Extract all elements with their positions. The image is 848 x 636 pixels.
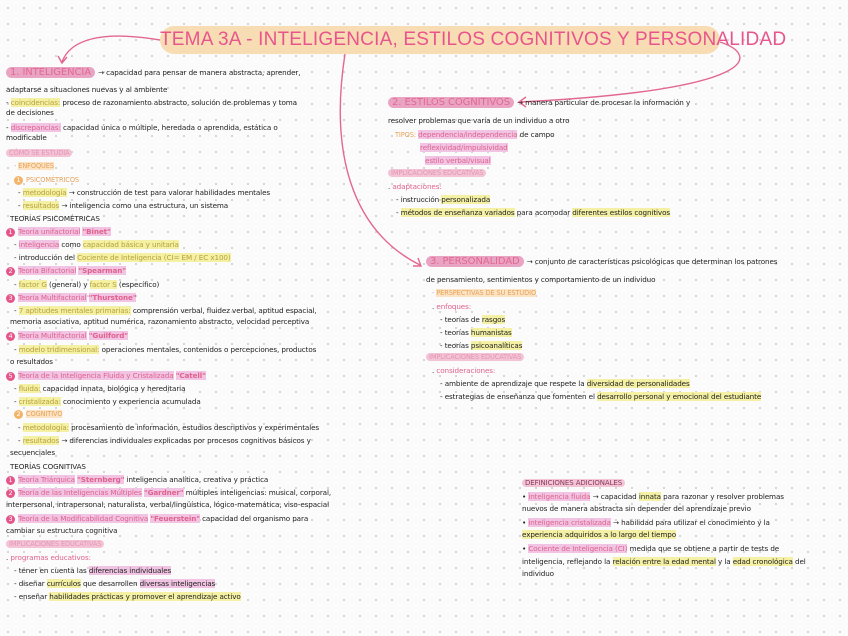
t4-val: operaciones mentales, contenidos o percepciones, productos — [101, 345, 317, 354]
discrepancias-key: discrepancias: — [10, 123, 61, 132]
adaptaciones: . adaptaciones: — [388, 182, 442, 191]
def-3-c: individuo — [522, 569, 554, 578]
d1a: → capacidad — [592, 492, 637, 501]
coincidencias-key: coincidencias: — [10, 98, 61, 107]
theory-2-name: Teoría Bifactorial — [18, 266, 77, 275]
tipo1: dependencia/independencia — [418, 130, 518, 139]
t2-factor-g: factor G — [18, 280, 47, 289]
theory-5-name: Teoría de la Inteligencia Fluida y Cristalizada — [18, 371, 174, 380]
e3b: psicoanalíticas — [470, 341, 523, 350]
t3-key: 7 aptitudes mentales primarias: — [18, 306, 131, 315]
pc2b: desarrollo personal y emocional del estudiante — [597, 392, 762, 401]
theory-2-author: "Spearman" — [78, 266, 126, 275]
pc1: ambiente de aprendizaje que respete la — [444, 379, 585, 388]
section-number: 1 — [10, 67, 17, 78]
c2-author: "Gardner" — [143, 488, 184, 497]
a2: métodos de enseñanza variados — [400, 208, 515, 217]
p2-d: diversas inteligencias — [139, 579, 216, 588]
impl-educativas-2-label — [388, 169, 486, 178]
def-1-b: nuevos de manera abstracta sin depender del aprendizaje previo — [522, 504, 751, 513]
def-2-b — [522, 530, 676, 539]
t4-key: modelo tridimensional: — [18, 345, 100, 354]
resultados-key: resultados — [22, 201, 60, 210]
adapt-item-1: - instrucción personalizada — [396, 195, 491, 204]
inteligencia-definition: → capacidad para pensar de manera abstracta, aprender, — [98, 68, 301, 77]
def-1: • inteligencia fluida → capacidad innata para razonar y resolver problemas — [522, 492, 784, 501]
impl-1-text: IMPLICACIONES EDUCATIVAS — [6, 540, 104, 548]
consideraciones: . consideraciones: — [432, 366, 496, 375]
como-se-estudia-text: CÓMO SE ESTUDIA — [6, 149, 72, 157]
t1-a-mid: como — [61, 240, 81, 249]
theory-3-point: - 7 aptitudes mentales primarias: comprensión verbal, fluidez verbal, aptitud espacial, — [14, 306, 317, 315]
pc1b: diversidad de personalidades — [586, 379, 690, 388]
section-estilos-title: ESTILOS COGNITIVOS — [404, 97, 510, 108]
estilos-tipo-1 — [395, 130, 554, 140]
c1-name: Teoría Triárquica — [18, 475, 75, 484]
theory-1-author: "Binet" — [82, 227, 111, 236]
theory-5-author: "Catell" — [175, 371, 206, 380]
cog-theory-1: 1 Teoría Triárquica "Sternberg" inteligencia analítica, creativa y práctica — [6, 475, 268, 485]
theory-2-point: - factor G (general) y factor S (específico) — [14, 280, 160, 289]
d1k: inteligencia fluida — [528, 492, 591, 501]
d3a: medida que se obtiene a partir de tests de — [629, 544, 780, 553]
estilos-tipo-3 — [425, 156, 491, 165]
theory-5-fluida: - fluida: capacidad innata, biológica y hereditaria — [14, 384, 186, 393]
t1-b-val: Cociente de Inteligencia (CI= EM / EC x100) — [77, 253, 231, 262]
enfoque-2: - teorías humanistas — [440, 328, 512, 337]
cons-item-1: - ambiente de aprendizaje que respete la diversidad de personalidades — [440, 379, 690, 388]
tipos-label: TIPOS: — [395, 131, 416, 139]
metodologia-line: - metodología → construcción de test para valorar habilidades mentales — [18, 188, 271, 197]
cog-resultados: - resultados → diferencias individuales explicadas por procesos cognitivos básicos y — [18, 436, 311, 445]
theory-4: 4 Teoría Multifactorial "Guilford" — [6, 331, 128, 341]
cog-theory-3-b: cambiar su estructura cognitiva — [6, 526, 118, 535]
p3-a: enseñar — [18, 592, 48, 601]
t2-especifico: (específico) — [118, 280, 160, 289]
theory-5-cristalizada: - cristalizada: conocimiento y experiencia acumulada — [14, 397, 201, 406]
p1-b: diferencias individuales — [88, 566, 172, 575]
d3f: del — [795, 557, 806, 566]
enfoques-personalidad: . enfoques: — [432, 302, 472, 311]
enfoques-label: - ENFOQUES — [14, 162, 54, 170]
d1c: para razonar y resolver problemas — [663, 492, 784, 501]
impl-educativas-3-label — [426, 353, 524, 362]
t1-a-key: inteligencia — [18, 240, 60, 249]
theory-3-author: "Thurstone" — [88, 293, 137, 302]
prog-item-3: - enseñar habilidades prácticas y promover el aprendizaje activo — [14, 592, 241, 601]
d1b: innata — [638, 492, 661, 501]
d3b: inteligencia, reflejando la — [522, 557, 611, 566]
estilos-definition-2: resolver problemas que varía de un individuo a otro — [388, 116, 570, 125]
prog-item-1: - tener en cuenta las diferencias individuales — [14, 566, 172, 575]
cognitivo-text: COGNITIVO — [26, 410, 63, 418]
def-2: • inteligencia cristalizada → habilidad para utilizar el conocimiento y la — [522, 518, 770, 527]
tipo1b: de campo — [519, 130, 555, 139]
t3-val: comprensión verbal, fluidez verbal, aptitud espacial, — [132, 306, 317, 315]
personalidad-definition-2: de pensamiento, sentimientos y comportamiento de un individuo — [426, 275, 656, 284]
pc2: estrategias de enseñanza que fomenten el — [444, 392, 595, 401]
e3: teorías — [444, 341, 469, 350]
t1-a-val: capacidad básica y unitaria — [82, 240, 179, 249]
tipo3: estilo verbal/visual — [425, 156, 491, 165]
discrepancias-value: capacidad única o múltiple, heredada o aprendida, estática o — [63, 123, 278, 132]
d3e: edad cronológica — [732, 557, 793, 566]
tipo2: reflexividad/impulsividad — [420, 143, 508, 152]
c3-author: "Feuerstein" — [150, 514, 200, 523]
resultados-line: - resultados → inteligencia como una estructura, un sistema — [18, 201, 229, 210]
a1b: personalizada — [441, 195, 491, 204]
c1-val: inteligencia analítica, creativa y práctica — [126, 475, 269, 484]
p3-b: habilidades prácticas y promover el aprendizaje activo — [49, 592, 241, 601]
personalidad-definition: → conjunto de características psicológicas que determinan los patrones — [526, 257, 778, 266]
section-personalidad-header: 3. PERSONALIDAD → conjunto de características psicológicas que determinan los patrones — [426, 257, 777, 266]
impl-3-text: IMPLICACIONES EDUCATIVAS — [426, 353, 524, 361]
theory-4-point: - modelo tridimensional: operaciones mentales, contenidos o percepciones, productos — [14, 345, 317, 354]
adapt-item-2: - métodos de enseñanza variados para acomodar diferentes estilos cognitivos — [396, 208, 671, 217]
section-inteligencia-header: 1. INTELIGENCIA → capacidad para pensar de manera abstracta, aprender, — [6, 68, 300, 77]
p2-c: que desarrollen — [82, 579, 138, 588]
coincidencias-value: proceso de razonamiento abstracto, solución de problemas y toma — [62, 98, 297, 107]
theory-4-point-2: o resultados — [10, 357, 53, 366]
cog-met-key: metodología: — [22, 423, 69, 432]
theory-4-author: "Guilford" — [88, 331, 128, 340]
enfoque-1: - teorías de rasgos — [440, 315, 506, 324]
d3d: y la — [718, 557, 731, 566]
discrepancias-line-2: modificable — [6, 133, 47, 142]
metodologia-key: metodología — [22, 188, 67, 197]
cog-met-val: procesamiento de información, estudios descriptivos y experimentales — [71, 423, 320, 432]
psicometricos-text: PSICOMÉTRICOS — [26, 176, 79, 184]
theory-1: 1 Teoría unifactorial "Binet" — [6, 227, 111, 237]
d2b: experiencia adquiridos a lo largo del tiempo — [522, 530, 677, 539]
theory-1-point-b: - introducción del Cociente de Inteligencia (CI= EM / EC x100) — [14, 253, 231, 262]
section-number: 2 — [392, 97, 399, 108]
como-se-estudia-label — [6, 149, 72, 158]
t2-factor-s: factor S — [89, 280, 117, 289]
enfoques-text: ENFOQUES — [18, 162, 54, 170]
d3k: Cociente de Inteligencia (CI) — [528, 544, 628, 553]
perspectivas-text: PERSPECTIVAS DE SU ESTUDIO — [436, 289, 537, 297]
teorias-cognitivas-label: TEORÍAS COGNITIVAS — [10, 462, 86, 471]
inteligencia-definition-2: adaptarse a situaciones nuevas y al ambiente — [6, 85, 168, 94]
teorias-psicometricas-label: TEORÍAS PSICOMÉTRICAS — [10, 214, 100, 223]
p2-a: diseñar — [18, 579, 45, 588]
t5-fluida-key: fluida: — [18, 384, 41, 393]
metodologia-value: → construcción de test para valorar habilidades mentales — [68, 188, 271, 197]
cog-res-val: → diferencias individuales explicadas por procesos cognitivos básicos y — [61, 436, 311, 445]
discrepancias-line: - discrepancias: capacidad única o múltiple, heredada o aprendida, estática o — [6, 123, 278, 132]
page-title: TEMA 3A - INTELIGENCIA, ESTILOS COGNITIVOS Y PERSONALIDAD — [160, 26, 720, 54]
cons-item-2: - estrategias de enseñanza que fomenten el desarrollo personal y emocional del estudiante — [440, 392, 762, 401]
p2-b: currículos — [46, 579, 81, 588]
t5-crist-val: conocimiento y experiencia acumulada — [63, 397, 201, 406]
d2a: → habilidad para utilizar el conocimiento y la — [613, 518, 770, 527]
section-inteligencia-title: INTELIGENCIA — [22, 67, 91, 78]
cog-res-key: resultados — [22, 436, 60, 445]
cog-theory-2: 2 Teoría de las Inteligencias Múltiples "Gardner" múltiples inteligencias: musical, corporal, — [6, 488, 331, 498]
perspectivas-label: - PERSPECTIVAS DE SU ESTUDIO — [432, 289, 537, 297]
c3-name: Teoría de la Modificabilidad Cognitiva — [18, 514, 149, 523]
psicometricos-label: 1 PSICOMÉTRICOS — [14, 176, 79, 185]
coincidencias-line-2: de decisiones — [6, 108, 54, 117]
theory-3-point-2: memoria asociativa, aptitud numérica, razonamiento abstracto, velocidad perceptiva — [10, 317, 310, 326]
prog-item-2: - diseñar currículos que desarrollen diversas inteligencias — [14, 579, 216, 588]
e1: teorías de — [444, 315, 480, 324]
t5-fluida-val: capacidad innata, biológica y hereditaria — [42, 384, 186, 393]
definiciones-label — [522, 479, 625, 488]
section-number: 3 — [430, 256, 437, 267]
section-estilos-header: 2. ESTILOS COGNITIVOS → manera particular de procesar la información y — [388, 98, 690, 107]
cog-theory-3: 3 Teoría de la Modificabilidad Cognitiva "Feuerstein" capacidad del organismo para — [6, 514, 308, 524]
t1-b-key: introducción del — [18, 253, 75, 262]
estilos-definition: → manera particular de procesar la información y — [517, 98, 691, 107]
theory-5: 5 Teoría de la Inteligencia Fluida y Cristalizada "Catell" — [6, 371, 206, 381]
cog-resultados-2: secuenciales — [10, 448, 55, 457]
t5-crist-key: cristalizada: — [18, 397, 61, 406]
definiciones-text: DEFINICIONES ADICIONALES — [522, 479, 625, 487]
theory-1-point-a: - inteligencia como capacidad básica y unitaria — [14, 240, 179, 249]
adaptaciones-text: adaptaciones: — [392, 182, 442, 191]
e2b: humanistas — [470, 328, 512, 337]
theory-3-name: Teoría Multifactorial — [18, 293, 87, 302]
theory-3: 3 Teoría Multifactorial "Thurstone" — [6, 293, 136, 303]
c2-val: múltiples inteligencias: musical, corporal, — [185, 488, 332, 497]
c2-name: Teoría de las Inteligencias Múltiples — [18, 488, 142, 497]
def-3-b — [522, 557, 806, 566]
theory-2: 2 Teoría Bifactorial "Spearman" — [6, 266, 126, 276]
c1-author: "Sternberg" — [77, 475, 125, 484]
enfoques-p-text: enfoques: — [436, 302, 472, 311]
coincidencias-line: - coincidencias: proceso de razonamiento abstracto, solución de problemas y toma — [6, 98, 297, 107]
p1-a: tener en cuenta las — [18, 566, 87, 575]
theory-4-name: Teoría Multifactorial — [18, 331, 87, 340]
a2b: para acomodar — [516, 208, 571, 217]
a1: instrucción — [400, 195, 440, 204]
estilos-tipo-2 — [420, 143, 508, 152]
d3c: relación entre la edad mental — [612, 557, 716, 566]
cognitivo-label: 2 COGNITIVO — [14, 410, 62, 419]
impl-educativas-1-label — [6, 540, 104, 549]
consideraciones-text: consideraciones: — [436, 366, 496, 375]
programas-educativos: . programas educativos: — [6, 553, 91, 562]
t2-general: (general) y — [49, 280, 88, 289]
impl-2-text: IMPLICACIONES EDUCATIVAS — [388, 169, 486, 177]
theory-1-name: Teoría unifactorial — [18, 227, 81, 236]
a2c: diferentes estilos cognitivos — [572, 208, 671, 217]
resultados-value: → inteligencia como una estructura, un sistema — [61, 201, 229, 210]
section-personalidad-title: PERSONALIDAD — [442, 256, 520, 267]
cog-metodologia: - metodología: procesamiento de información, estudios descriptivos y experimentales — [18, 423, 320, 432]
enfoque-3: - teorías psicoanalíticas — [440, 341, 523, 350]
programas-text: programas educativos: — [10, 553, 91, 562]
e1b: rasgos — [481, 315, 506, 324]
e2: teorías — [444, 328, 469, 337]
c3-val: capacidad del organismo para — [202, 514, 309, 523]
def-3: • Cociente de Inteligencia (CI) medida que se obtiene a partir de tests de — [522, 544, 780, 553]
cog-theory-2-b: interpersonal, intrapersonal, naturalista, verbal/lingüística, lógico-matemática, viso-espacial — [6, 500, 330, 509]
d2k: inteligencia cristalizada — [528, 518, 611, 527]
